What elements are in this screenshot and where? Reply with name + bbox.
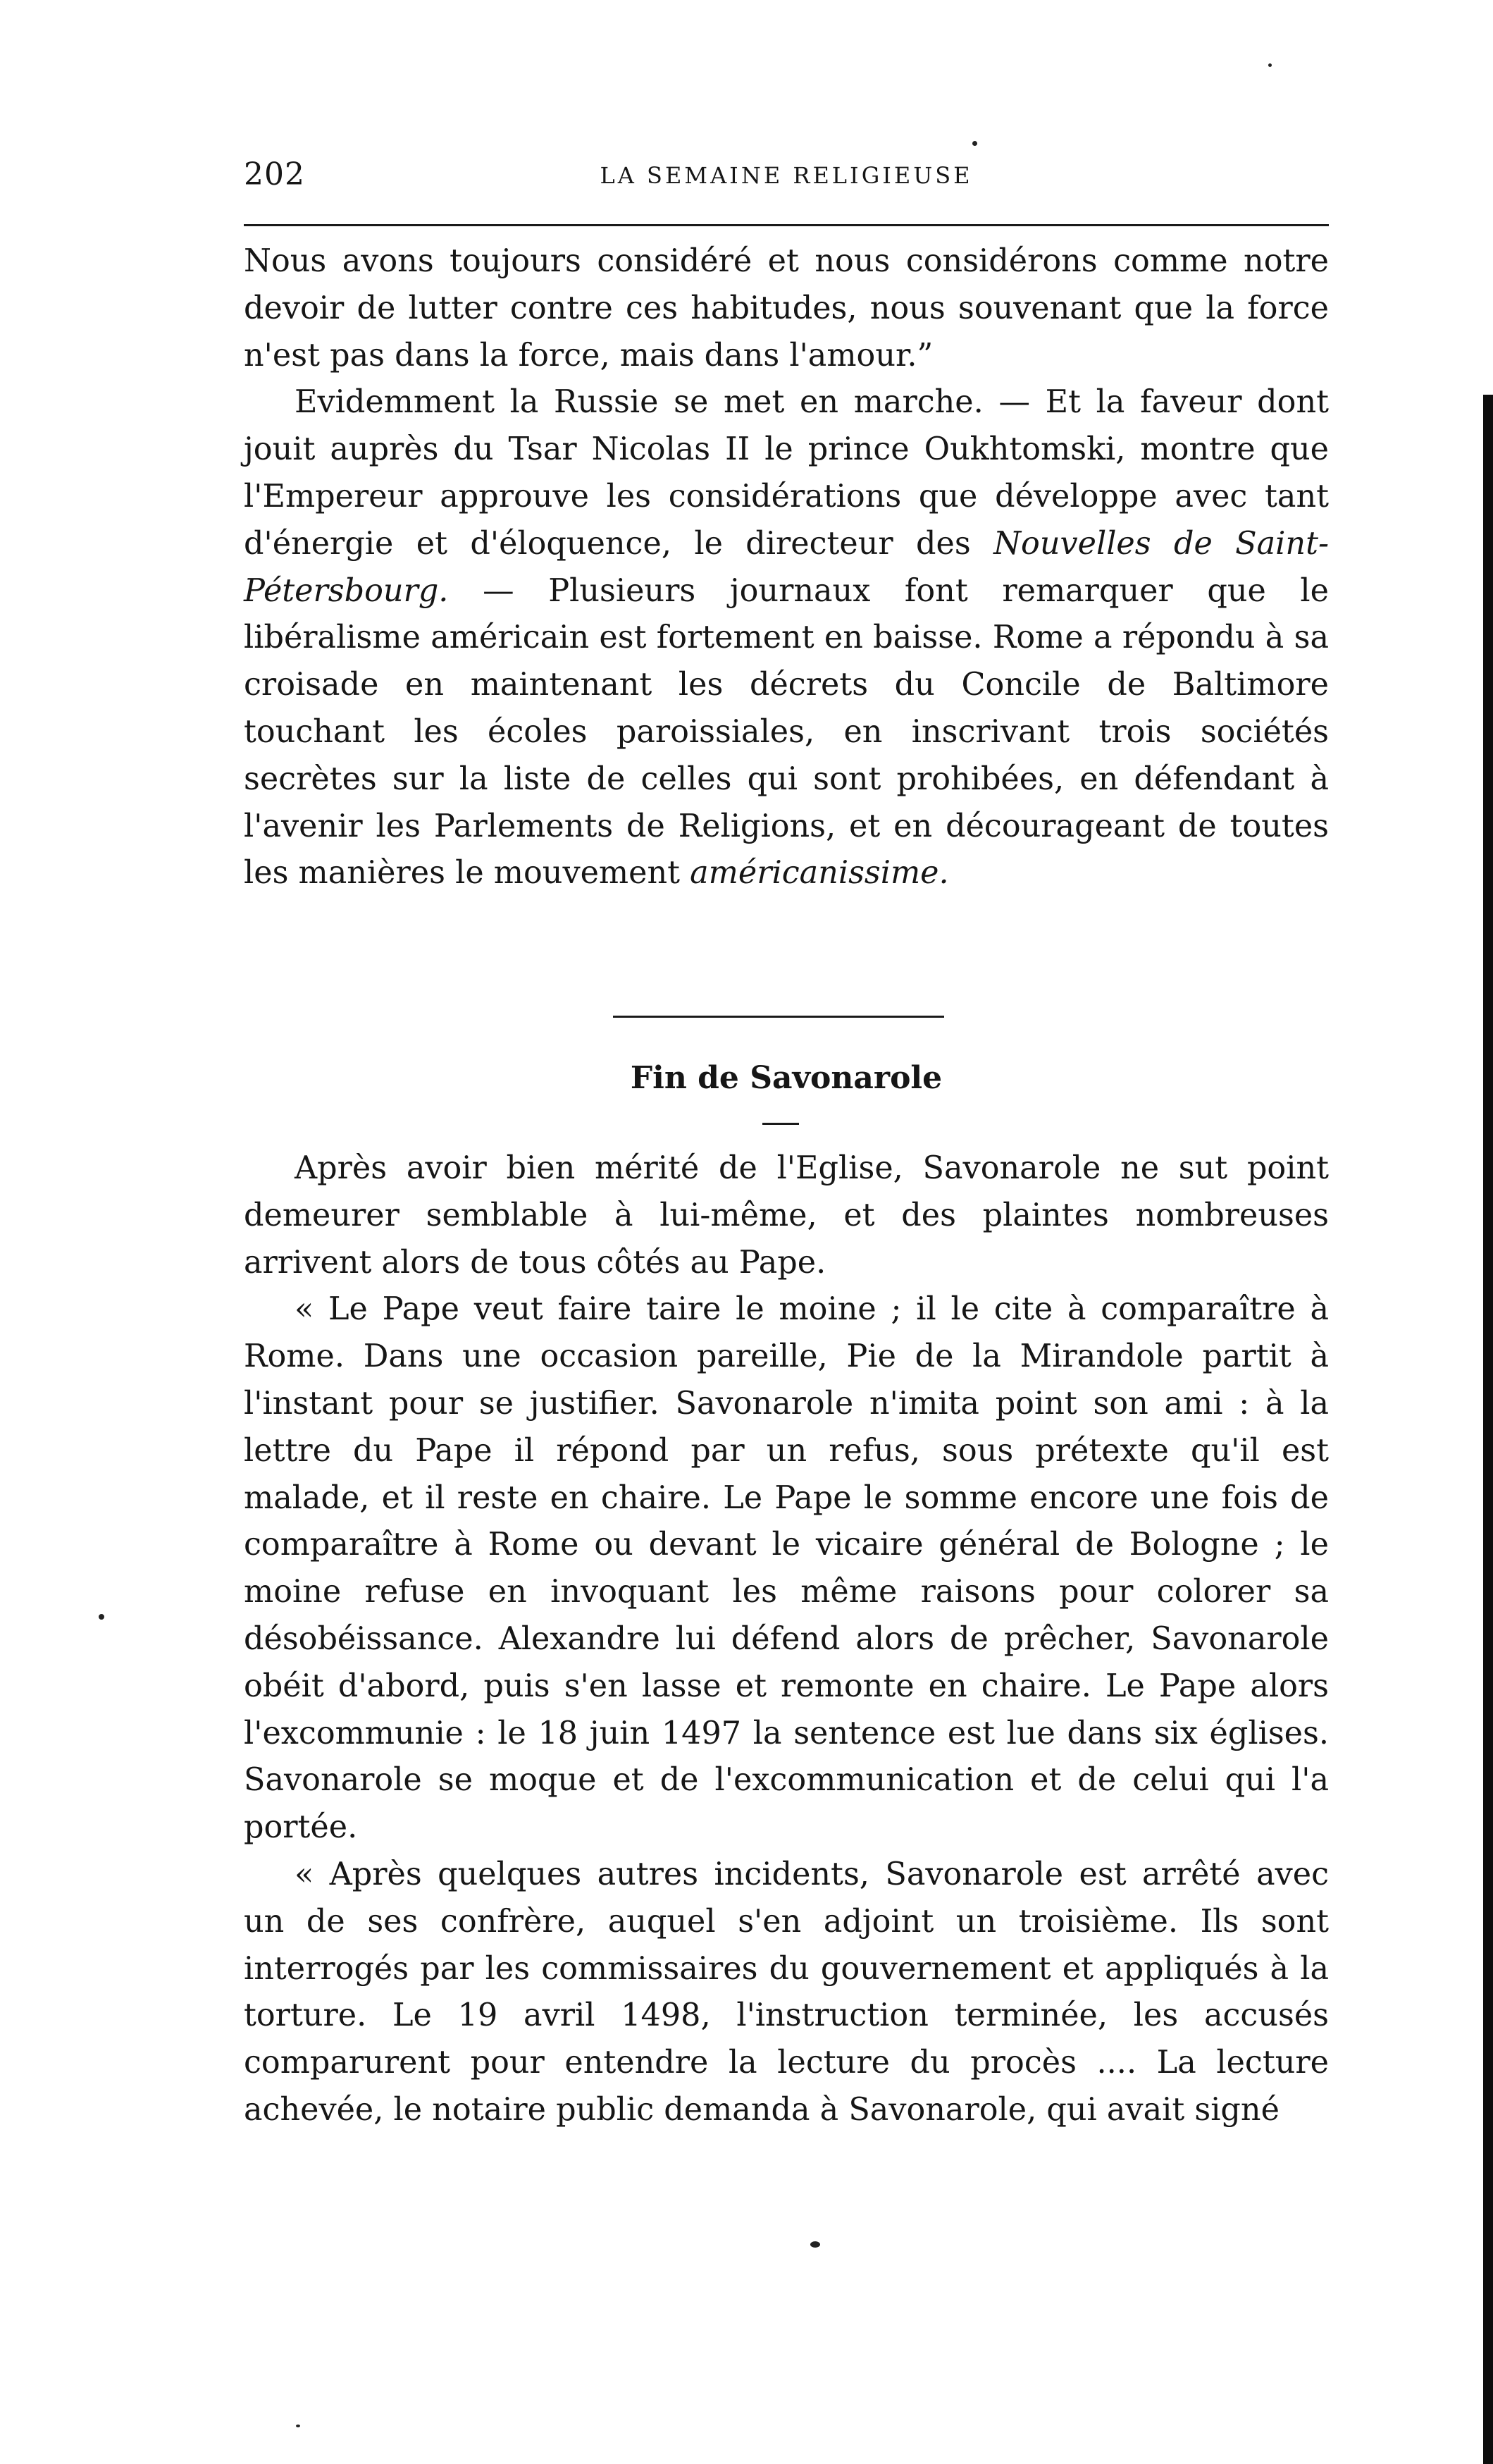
title-underline	[762, 1123, 799, 1125]
section-title: Fin de Savonarole	[630, 1060, 943, 1096]
paragraph-pope-summons: « Le Pape veut faire taire le moine ; il le cite à comparaître à Rome. Dans une occasion pareille, Pie de la Mirandole partit à l'instant pour se justifier. Savonarole n'imita point son ami : à la lettre du Pape il répond par un refus, sous prétexte qu'il est malade, et il reste en chaire. Le Pape le somme encore une fois de comparaître à Rome ou devant le vicaire général de Bologne ; le moine refuse en invoquant les même raisons pour colorer sa désobéissance. Alexandre lui défend alors de prêcher, Savonarole obéit d'abord, puis s'en lasse et remonte en chaire. Le Pape alors l'excommunie : le 18 juin 1497 la sentence est lue dans six églises. Savonarole se moque et de l'excommunication et de celui qui l'a portée.	[244, 1291, 1329, 1846]
section-divider	[613, 1016, 944, 1018]
header-rule	[244, 224, 1329, 226]
paragraph-russia-part1: Evidemment la Russie se met en marche. — Et la faveur dont jouit auprès du Tsar Nicolas II le prince Oukhtomski, montre que l'Empereur approuve les considérations que développe avec tant d'énergie et d'éloquence, le directeur des	[244, 384, 1329, 562]
journal-title: Nouvelles de Saint-Pétersbourg.	[244, 525, 1329, 609]
page-header	[244, 156, 1329, 199]
speck	[1268, 63, 1272, 67]
speck	[972, 141, 977, 146]
paragraph-arrest: « Après quelques autres incidents, Savonarole est arrêté avec un de ses confrère, auquel s'en adjoint un troisième. Ils sont interrogés par les commissaires du gouvernement et appliqués à la torture. Le 19 avril 1498, l'instruction terminée, les accusés comparurent pour entendre la lecture du procès .... La lecture achevée, le notaire public demanda à Savonarole, qui avait signé	[244, 1856, 1329, 2128]
body-text-savonarole	[244, 1145, 1329, 2134]
americanissime-word: américanissime.	[690, 855, 949, 892]
speck	[296, 2425, 300, 2427]
speck	[99, 1614, 104, 1620]
scan-border	[1483, 395, 1493, 2464]
paragraph-russia	[244, 379, 1329, 897]
paragraph-intro: Après avoir bien mérité de l'Eglise, Savonarole ne sut point demeurer semblable à lui-même, et des plaintes nombreuses arrivent alors de tous côtés au Pape.	[244, 1150, 1329, 1281]
page-number: 202	[244, 156, 305, 192]
paragraph-quote-end: Nous avons toujours considéré et nous considérons comme notre devoir de lutter contre ces habitudes, nous souvenant que la force n'est pas dans la force, mais dans l'amour.”	[244, 243, 1329, 374]
paragraph-russia-part2: — Plusieurs journaux font remarquer que le libéralisme américain est fortement en baisse. Rome a répondu à sa croisade en maintenant les décrets du Concile de Baltimore touchant les écoles paroissiales, en inscrivant trois sociétés secrètes sur la liste de celles qui sont prohibées, en défendant à l'avenir les Parlements de Religions, et en décourageant de toutes les manières le mouvement	[244, 572, 1329, 892]
running-head: LA SEMAINE RELIGIEUSE	[600, 162, 973, 189]
speck	[810, 2241, 820, 2248]
body-text-top	[244, 238, 1329, 897]
